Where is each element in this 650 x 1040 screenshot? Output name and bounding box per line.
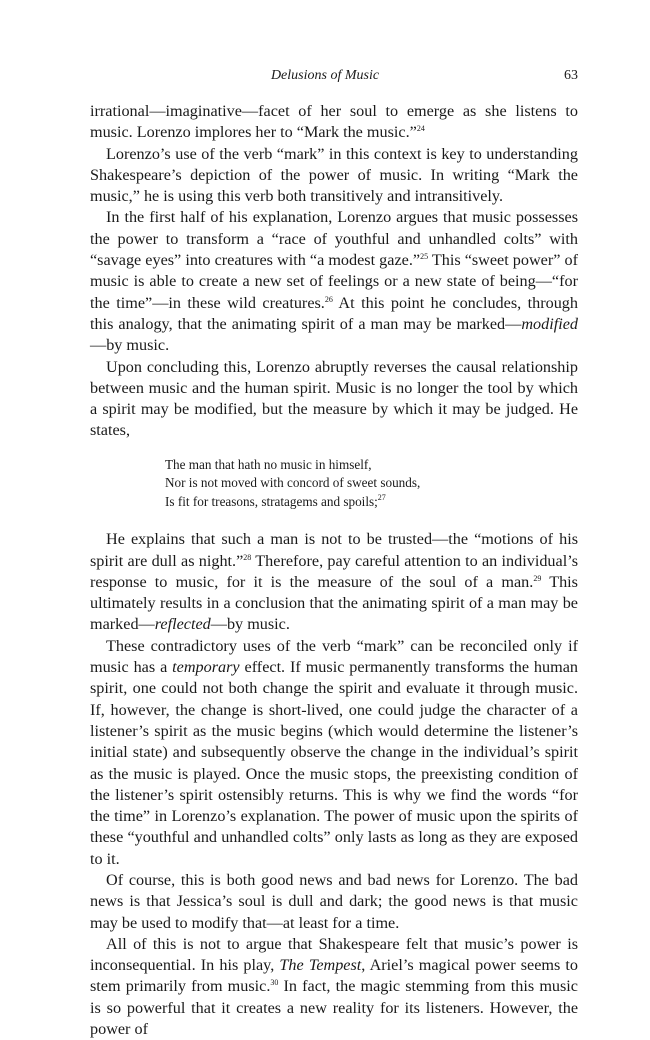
paragraph-text: Of course, this is both good news and bad news for Lorenzo. The bad news is that Jessica’s soul is dull and dark; the good news is that music may be used to modify that—at least for a time. [90, 871, 578, 932]
paragraph-text: In the first half of his explanation, Lorenzo argues that music possesses the power to transform a “race of youthful and unhandled colts” with “savage eyes” into creatures with “a modest gaze.” [90, 208, 578, 270]
paragraph-text: —by music. [210, 615, 290, 634]
paragraph-3 [90, 207, 578, 356]
emphasis-the-tempest: The Tempest [279, 956, 362, 975]
paragraph-text: —by music. [90, 336, 170, 355]
paragraph-text: These contradictory uses of the verb “mark” can be reconciled only if music has a [90, 636, 578, 677]
emphasis-temporary: temporary [172, 658, 240, 677]
emphasis-modified: modified [521, 314, 578, 333]
paragraph-text: Upon concluding this, Lorenzo abruptly reverses the causal relationship between music and the human spirit. Music is no longer the tool by which a spirit may be modified, but the measure by which it may be judged. He states, [90, 357, 578, 440]
paragraph-8 [90, 934, 578, 1040]
page-number: 63 [564, 68, 578, 83]
footnote-ref-24: 24 [416, 124, 425, 134]
quote-line-1: The man that hath no music in himself, [165, 456, 372, 472]
running-head [0, 68, 650, 88]
paragraph-text: This ultimately results in a conclusion that the animating spirit of a man may be marked— [90, 572, 578, 634]
paragraph-text: Therefore, pay careful attention to an individual’s response to music, for it is the measure of the soul of a man. [90, 551, 578, 591]
footnote-ref-27: 27 [377, 492, 386, 502]
paragraph-7 [90, 870, 578, 934]
paragraph-text: effect. If music permanently transforms the human spirit, one could not both change the spirit and evaluate it through music. If, however, the change is short-lived, one could judge the character of a listener’s spirit as the music begins (which would determine the listener’s initial state) and subsequently observe the change in the individual’s spirit as the music is played. Once the music stops, the preexisting condition of the listener’s spirit ostensibly returns. This is why we find the words “for the time” in Lorenzo’s explanation. The power of music upon the spirits of these “youthful and unhandled colts” only lasts as long as they are exposed to it. [90, 658, 578, 868]
footnote-ref-30: 30 [270, 978, 279, 988]
quote-line-3 [165, 493, 578, 512]
paragraph-2 [90, 144, 578, 208]
body-text [90, 101, 578, 1040]
footnote-ref-29: 29 [533, 573, 542, 583]
quote-line-2: Nor is not moved with concord of sweet sounds, [165, 475, 421, 491]
paragraph-text: He explains that such a man is not to be trusted—the “motions of his spirit are dull as night.” [90, 530, 578, 570]
paragraph-text: , Ariel’s magical power seems to stem primarily from music. [90, 956, 578, 996]
emphasis-reflected: reflected [154, 615, 211, 634]
paragraph-text: In fact, the magic stemming from this music is so powerful that it creates a new reality for its listeners. However, the power of [90, 977, 578, 1039]
running-title: Delusions of Music [270, 68, 380, 83]
paragraph-text: Lorenzo’s use of the verb “mark” in this context is key to understanding Shakespeare’s depiction of the power of music. In writing “Mark the music,” he is using this verb both transitively and intransitively. [90, 144, 578, 206]
paragraph-1 [90, 101, 578, 144]
footnote-ref-28: 28 [243, 552, 252, 562]
paragraph-text: At this point he concludes, through this analogy, that the animating spirit of a man may be marked— [90, 293, 578, 333]
quote-line-text: Is fit for treasons, stratagems and spoils; [165, 493, 378, 509]
paragraph-text: irrational—imaginative—facet of her soul to emerge as she listens to music. Lorenzo implores her to “Mark the music.” [90, 102, 578, 142]
block-quote [165, 456, 578, 512]
footnote-ref-26: 26 [324, 294, 333, 304]
paragraph-5 [90, 529, 578, 635]
footnote-ref-25: 25 [420, 252, 429, 262]
paragraph-text: All of this is not to argue that Shakespeare felt that music’s power is inconsequential. In his play, [90, 934, 578, 975]
paragraph-6 [90, 636, 578, 870]
paragraph-text: This “sweet power” of music is able to create a new set of feelings or a new state of being—“for the time”—in these wild creatures. [90, 251, 578, 312]
paragraph-4 [90, 357, 578, 442]
